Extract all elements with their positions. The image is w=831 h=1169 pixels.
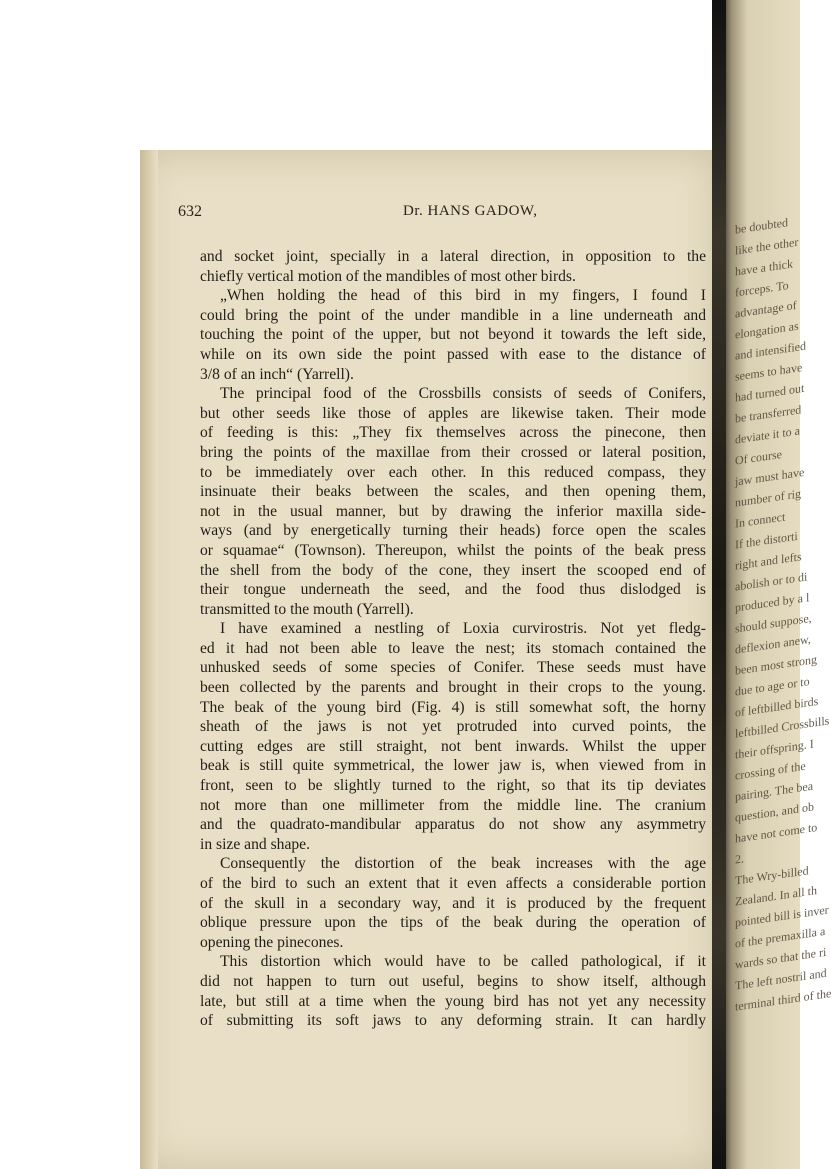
text-line: The beak of the young bird (Fig. 4) is still somewhat soft, the horny: [200, 698, 706, 716]
text-line: 3/8 of an inch“ (Yarrell).: [200, 365, 354, 383]
facing-page-line: had turned out: [735, 380, 805, 405]
facing-page-line: due to age or to: [735, 674, 810, 699]
facing-page-line: been most strong: [735, 652, 817, 678]
facing-page-line: 2.: [735, 851, 744, 867]
text-line: sheath of the jaws is not yet protruded into curved points, the: [200, 718, 706, 736]
text-line: and socket joint, specially in a lateral direction, in opposition to the: [200, 248, 706, 265]
running-head: Dr. HANS GADOW,: [403, 203, 538, 219]
text-line: chiefly vertical motion of the mandibles of most other birds.: [200, 267, 576, 285]
facing-page-line: In connect: [735, 509, 786, 531]
text-line: This distortion which would have to be called pathological, if it: [220, 953, 706, 971]
text-line: and the quadrato-mandibular apparatus do not show any asymmetry: [200, 816, 706, 834]
text-line: „When holding the head of this bird in my fingers, I found I: [220, 287, 706, 305]
facing-page-line: number of rig: [735, 486, 801, 510]
page-header: [178, 203, 708, 227]
text-line: late, but still at a time when the young bird has not yet any necessity: [200, 992, 706, 1010]
text-line: while on its own side the point passed with ease to the distance of: [200, 345, 706, 363]
text-line: insinuate their beaks between the scales, and then opening them,: [200, 483, 706, 501]
facing-page-line: should suppose,: [735, 610, 812, 636]
facing-page-line: Of course: [735, 446, 782, 468]
text-line: Consequently the distortion of the beak increases with the age: [220, 855, 706, 873]
facing-page-line: The Wry-billed: [735, 863, 809, 888]
facing-page-line: Zealand. In all th: [735, 883, 817, 909]
text-line: transmitted to the mouth (Yarrell).: [200, 600, 414, 618]
body-text: [200, 247, 706, 1031]
text-line: cutting edges are still straight, not bent inwards. Whilst the upper: [200, 737, 706, 755]
text-line: unhusked seeds of some species of Conifer. These seeds must have: [200, 659, 706, 677]
facing-page-line: question, and ob: [735, 799, 814, 825]
text-line: opening the pinecones.: [200, 933, 344, 951]
facing-page-line: abolish or to di: [735, 569, 808, 594]
facing-page-line: If the distorti: [735, 528, 798, 552]
facing-page-line: right and lefts: [735, 549, 802, 573]
text-line: of the bird to such an extent that it even affects a considerable portion: [200, 875, 706, 892]
facing-page-line: The left nostril and: [735, 965, 827, 993]
text-line: of feeding is this: „They fix themselves across the pinecone, then: [200, 424, 706, 442]
text-line: not more than one millimeter from the middle line. The cranium: [200, 796, 706, 814]
text-line: of submitting its soft jaws to any deforming strain. It can hardly: [200, 1012, 706, 1030]
text-line: in size and shape.: [200, 835, 310, 853]
text-line: ed it had not been able to leave the nest; its stomach contained the: [200, 639, 706, 657]
text-line: but other seeds like those of apples are likewise taken. Their mode: [200, 404, 706, 422]
facing-page-line: wards so that the ri: [735, 944, 827, 972]
facing-page-line: have not come to: [735, 819, 818, 846]
facing-page-line: their offspring. I: [735, 736, 814, 762]
facing-page-line: like the other: [735, 234, 799, 258]
facing-page-line: pointed bill is inver: [735, 902, 829, 930]
facing-page-line: produced by a l: [735, 590, 810, 615]
facing-page-line: elongation as: [735, 318, 799, 342]
facing-page-line: crossing of the: [735, 758, 806, 783]
text-line: beak is still quite symmetrical, the lower jaw is, when viewed from in: [200, 757, 706, 775]
text-line: of the skull in a secondary way, and it is produced by the frequent: [200, 894, 706, 912]
text-line: bring the points of the maxillae from their crossed or lateral position,: [200, 443, 706, 461]
page-number: 632: [178, 203, 202, 220]
text-line: front, seen to be slightly turned to the right, so that its tip deviates: [200, 777, 706, 795]
facing-page-line: of leftbilled birds: [735, 693, 819, 720]
text-line: oblique pressure upon the tips of the beak during the operation of: [200, 914, 706, 932]
facing-page-line: seems to have: [735, 360, 803, 384]
facing-page-line: have a thick: [735, 256, 793, 279]
text-line: I have examined a nestling of Loxia curvirostris. Not yet fledg-: [220, 620, 706, 638]
text-line: been collected by the parents and brought in their crops to the young.: [200, 679, 706, 697]
facing-page-line: forceps. To: [735, 278, 789, 300]
facing-page-line: pairing. The bea: [735, 778, 814, 804]
text-line: ways (and by energetically turning their heads) force open the scales: [200, 522, 706, 540]
text-line: their tongue underneath the seed, and the food thus dislodged is: [200, 581, 706, 599]
facing-page-line: terminal third of the: [735, 986, 831, 1014]
text-line: The principal food of the Crossbills consists of seeds of Conifers,: [220, 385, 706, 403]
facing-page-line: jaw must have: [735, 464, 805, 489]
facing-page-line: deflexion anew,: [735, 631, 811, 657]
text-line: or squamae“ (Townson). Thereupon, whilst the points of the beak press: [200, 541, 706, 559]
facing-page-line: leftbilled Crossbills: [735, 713, 830, 741]
text-line: not in the usual manner, but by drawing the inferior maxilla side-: [200, 502, 706, 520]
facing-page-line: deviate it to a: [735, 423, 800, 447]
facing-page-line: be doubted: [735, 215, 788, 237]
text-line: did not happen to turn out useful, begins to show itself, although: [200, 972, 706, 990]
page-gutter-shadow: [140, 150, 158, 1169]
facing-page-line: be transferred: [735, 402, 802, 426]
facing-page-line: and intensified: [735, 338, 806, 363]
text-line: the shell from the body of the cone, they insert the scooped end of: [200, 561, 706, 579]
text-line: to be immediately over each other. In this reduced compass, they: [200, 463, 706, 481]
facing-page-line: advantage of: [735, 297, 797, 321]
text-line: touching the point of the upper, but not beyond it towards the left side,: [200, 326, 706, 344]
facing-page-line: of the premaxilla a: [735, 923, 826, 951]
facing-page-text: [735, 210, 831, 1014]
text-line: could bring the point of the under mandible in a line underneath and: [200, 306, 706, 324]
